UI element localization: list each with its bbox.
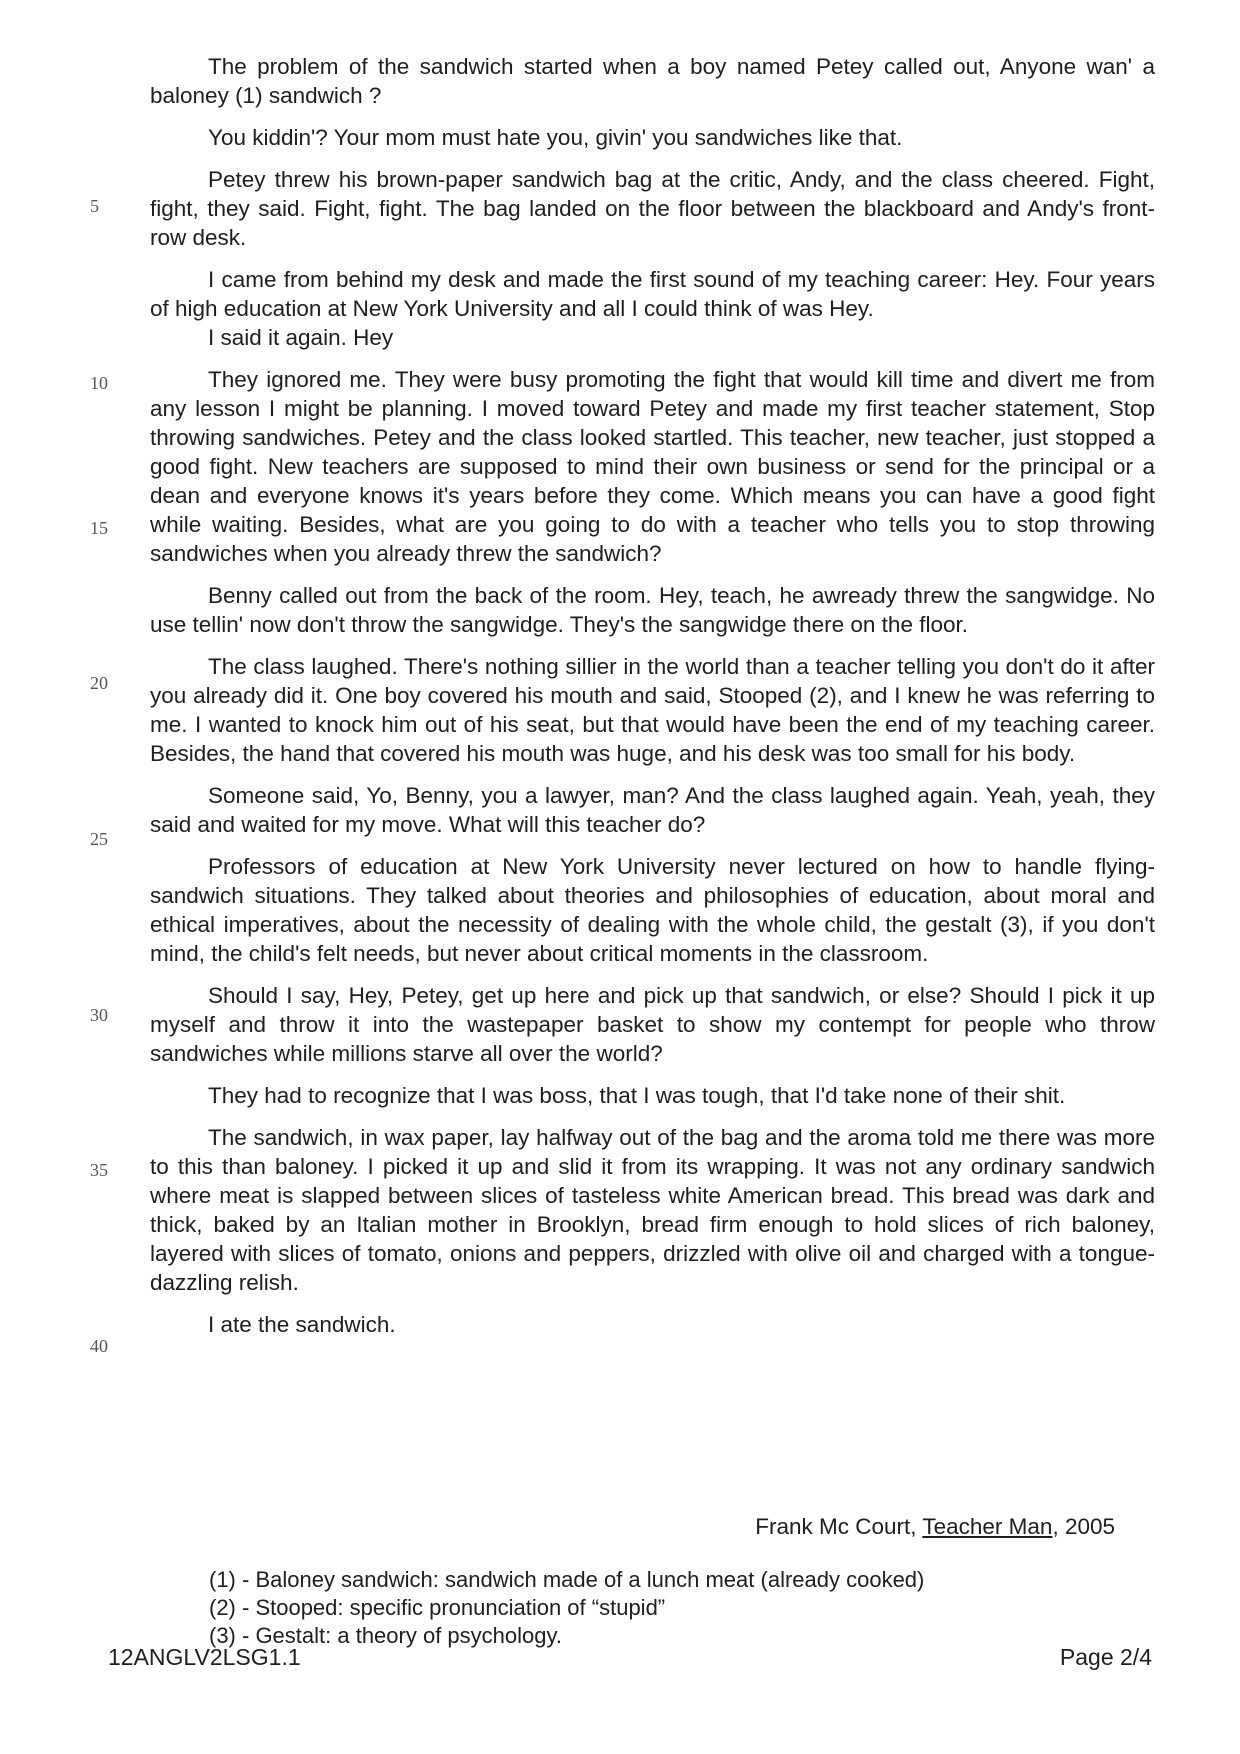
paragraph-11: Should I say, Hey, Petey, get up here and pick up that sandwich, or else? Should I pick it up myself and throw it into the wastepaper basket to show my contempt for people who throw sandwiches while millions starve all over the world? <box>150 983 1155 1066</box>
line-number: 35 <box>90 1160 108 1180</box>
citation-year: , 2005 <box>1052 1514 1115 1539</box>
paragraph-6: They ignored me. They were busy promoting the fight that would kill time and divert me from any lesson I might be planning. I moved toward Petey and made my first teacher statement, Stop throwing sandwiches. Petey and the class looked startled. This teacher, new teacher, just stopped a good fight. New teachers are supposed to mind their own business or send for the principal or a dean and everyone knows it's years before they come. Which means you can have a good fight while waiting. Besides, what are you going to do with a teacher who tells you to stop throwing sandwiches when you already threw the sandwich? <box>150 367 1155 566</box>
paragraph-10: Professors of education at New York University never lectured on how to handle flying-sandwich situations. They talked about theories and philosophies of education, about moral and ethical imperatives, about the necessity of dealing with the whole child, the gestalt (3), if you don't mind, the child's felt needs, but never about critical moments in the classroom. <box>150 854 1155 966</box>
paragraph-3: Petey threw his brown-paper sandwich bag at the critic, Andy, and the class cheered. Fight, fight, they said. Fight, fight. The bag landed on the floor between the blackboard and Andy's front-row desk. <box>150 167 1155 250</box>
citation-book-title: Teacher Man <box>922 1514 1053 1539</box>
paragraph-12: They had to recognize that I was boss, that I was tough, that I'd take none of their shit. <box>208 1083 1066 1108</box>
paragraph-7: Benny called out from the back of the room. Hey, teach, he awready threw the sangwidge. No use tellin' now don't throw the sangwidge. They's the sangwidge there on the floor. <box>150 583 1155 637</box>
line-number: 10 <box>90 373 108 393</box>
citation <box>755 1514 1115 1540</box>
footnote-3: (3) - Gestalt: a theory of psychology. <box>209 1623 562 1648</box>
paragraph-4: I came from behind my desk and made the first sound of my teaching career: Hey. Four years of high education at New York University and all I could think of was Hey. <box>150 267 1155 321</box>
footnote-2: (2) - Stooped: specific pronunciation of “stupid” <box>209 1595 666 1620</box>
document-code: 12ANGLV2LSG1.1 <box>108 1644 301 1670</box>
line-number: 25 <box>90 829 108 849</box>
paragraph-14: I ate the sandwich. <box>208 1312 396 1337</box>
paragraph-2: You kiddin'? Your mom must hate you, givin' you sandwiches like that. <box>208 125 903 150</box>
line-number: 15 <box>90 518 108 538</box>
paragraph-9: Someone said, Yo, Benny, you a lawyer, man? And the class laughed again. Yeah, yeah, they said and waited for my move. What will this teacher do? <box>150 783 1155 837</box>
paragraph-8: The class laughed. There's nothing sillier in the world than a teacher telling you don't do it after you already did it. One boy covered his mouth and said, Stooped (2), and I knew he was referring to me. I wanted to knock him out of his seat, but that would have been the end of my teaching career. Besides, the hand that covered his mouth was huge, and his desk was too small for his body. <box>150 654 1155 766</box>
line-number: 40 <box>90 1336 108 1356</box>
line-number: 30 <box>90 1005 108 1025</box>
citation-author: Frank Mc Court, <box>755 1514 923 1539</box>
paragraph-1: The problem of the sandwich started when a boy named Petey called out, Anyone wan' a baloney (1) sandwich ? <box>150 54 1155 108</box>
page-number: Page 2/4 <box>1059 1644 1152 1670</box>
footnote-1: (1) - Baloney sandwich: sandwich made of a lunch meat (already cooked) <box>209 1567 925 1592</box>
line-number: 20 <box>90 673 108 693</box>
paragraph-13: The sandwich, in wax paper, lay halfway out of the bag and the aroma told me there was more to this than baloney. I picked it up and slid it from its wrapping. It was not any ordinary sandwich where meat is slapped between slices of tasteless white American bread. This bread was dark and thick, baked by an Italian mother in Brooklyn, bread firm enough to hold slices of rich baloney, layered with slices of tomato, onions and peppers, drizzled with olive oil and charged with a tongue-dazzling relish. <box>150 1125 1155 1295</box>
passage <box>150 52 1155 1352</box>
footnotes <box>209 1566 924 1650</box>
paragraph-5: I said it again. Hey <box>208 325 394 350</box>
line-number: 5 <box>90 196 99 216</box>
